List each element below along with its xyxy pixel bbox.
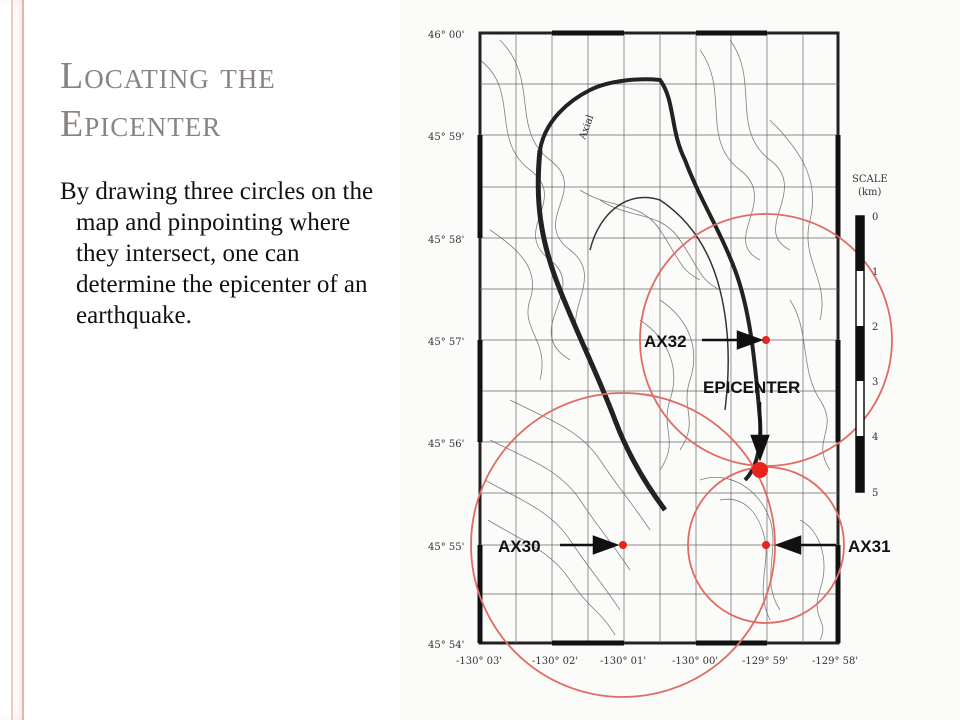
scale-tick: 1 [872, 267, 879, 278]
point-ax30 [619, 541, 627, 549]
lat-label: 46° 00' [428, 30, 465, 41]
point-ax31 [762, 541, 770, 549]
slide-left-border [0, 0, 24, 720]
lon-label: -130° 00' [672, 656, 719, 667]
map-svg [400, 0, 960, 720]
arrows [560, 332, 836, 553]
scale-unit: (km) [858, 187, 882, 198]
label-ax32: AX32 [644, 332, 687, 351]
slide-border-line [11, 0, 13, 720]
caldera-wall [538, 150, 665, 510]
lon-label: -129° 58' [812, 656, 859, 667]
label-ax30: AX30 [498, 537, 541, 556]
title-line-1: Locating the [60, 55, 276, 97]
scale-title: SCALE [852, 174, 888, 185]
lon-label: -130° 03' [456, 656, 503, 667]
latitude-labels [428, 30, 464, 651]
epicenter-label: EPICENTER [703, 378, 801, 397]
lat-label: 45° 56' [428, 439, 465, 450]
lat-label: 45° 55' [428, 542, 465, 553]
lon-label: -129° 59' [742, 656, 789, 667]
scale-tick: 4 [872, 432, 879, 443]
contour-label: Axial [577, 113, 597, 142]
station-points [619, 336, 770, 549]
label-ax31: AX31 [848, 537, 891, 556]
lat-label: 45° 54' [428, 640, 465, 651]
lat-label: 45° 59' [428, 132, 465, 143]
title-line-2: Epicenter [60, 103, 222, 145]
scale-tick: 5 [872, 488, 879, 499]
station-circles [471, 214, 892, 697]
lon-label: -130° 01' [600, 656, 647, 667]
slide-title [60, 52, 390, 148]
epicenter-point [752, 462, 768, 478]
scale-tick: 2 [872, 322, 879, 333]
scale-tick: 3 [872, 377, 879, 388]
caldera-outline [540, 79, 760, 480]
lon-label: -130° 02' [532, 656, 579, 667]
slide-body-text: By drawing three circles on the map and pinpointing where they intersect, one can determine the epicenter of an earthquake. [60, 178, 374, 329]
scale-tick: 0 [872, 212, 879, 223]
lat-label: 45° 57' [428, 337, 465, 348]
epicenter-map [400, 0, 960, 720]
scale-bar [852, 174, 888, 499]
longitude-labels [456, 656, 858, 667]
lat-label: 45° 58' [428, 235, 465, 246]
